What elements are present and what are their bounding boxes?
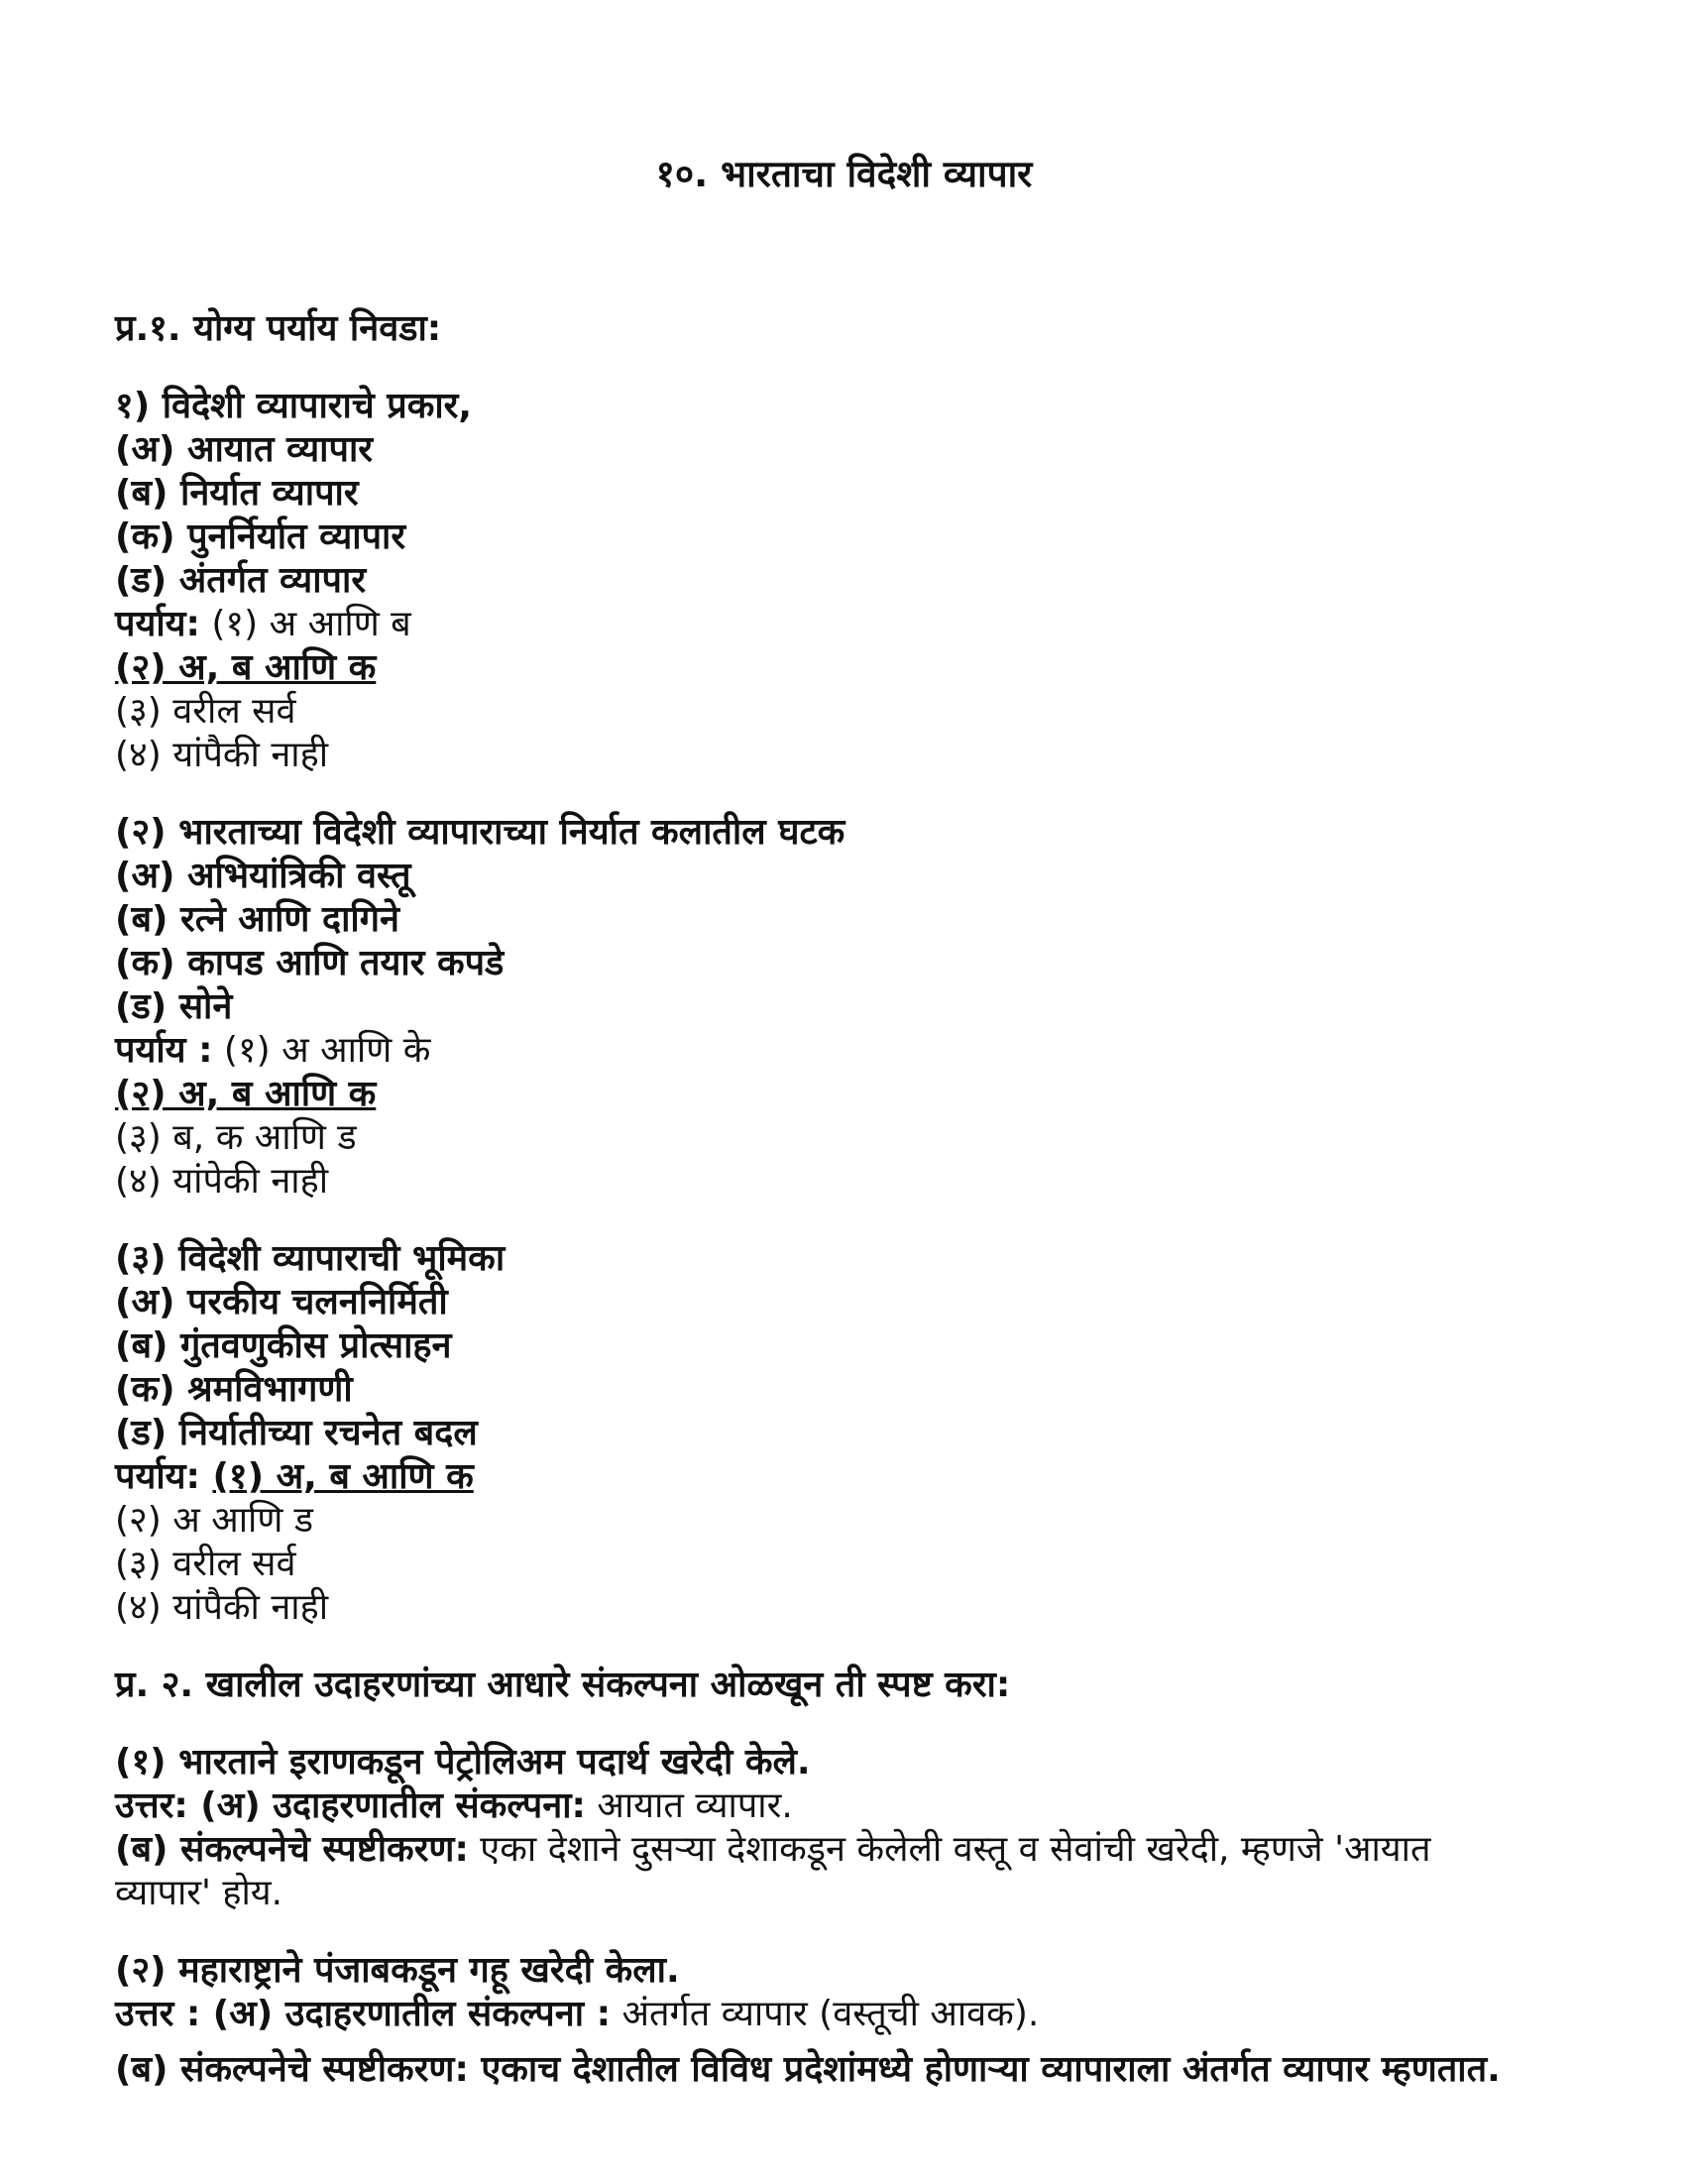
choice-line — [115, 1455, 1503, 1499]
correct-answer: (१) अ, ब आणि क — [212, 1456, 474, 1497]
answer-value: आयात व्यापार. — [585, 1785, 793, 1826]
answer-value: अंतर्गत व्यापार (वस्तूची आवक). — [611, 1994, 1040, 2034]
choice-line — [115, 1029, 1503, 1073]
answer-line — [115, 1784, 1503, 1828]
answer-line — [115, 1993, 1503, 2036]
choice-label: पर्याय: — [115, 1456, 213, 1497]
q1-item-2 — [115, 811, 1503, 1204]
q2-item-2 — [115, 1949, 1503, 2036]
question-stem: (२) महाराष्ट्राने पंजाबकडून गहू खरेदी केला. — [115, 1950, 680, 1991]
choice-1: (१) अ आणि के — [212, 1030, 431, 1071]
choice-label: पर्याय: — [115, 604, 200, 644]
option-c: (क) कापड आणि तयार कपडे — [115, 943, 505, 983]
q1-heading: प्र.१. योग्य पर्याय निवडा: — [115, 308, 442, 349]
option-c: (क) पुनर्निर्यात व्यापार — [115, 517, 406, 557]
option-b: (ब) रत्ने आणि दागिने — [115, 899, 399, 940]
question-stem: (३) विदेशी व्यापाराची भूमिका — [115, 1238, 506, 1279]
choice-label: पर्याय : — [115, 1030, 213, 1071]
option-d: (ड) निर्यातीच्या रचनेत बदल — [115, 1413, 478, 1453]
choice-4: (४) यांपेकी नाही — [115, 1161, 329, 1202]
question-stem: (१) भारताने इराणकडून पेट्रोलिअम पदार्थ खरेदी केले. — [115, 1742, 811, 1782]
option-d: (ड) सोने — [115, 986, 233, 1027]
choice-4: (४) यांपैकी नाही — [115, 735, 329, 775]
q1-item-1 — [115, 385, 1503, 777]
q1-item-3 — [115, 1237, 1503, 1630]
choice-3: (३) ब, क आणि ड — [115, 1117, 357, 1158]
cut-off-line — [115, 2049, 1503, 2094]
explanation-value: एका देशाने दुसऱ्या देशाकडून केलेली वस्तू व सेवांची खरेदी, म्हणजे 'आयात व्यापार' होय. — [115, 1829, 1431, 1913]
option-b: (ब) निर्यात व्यापार — [115, 473, 359, 514]
question-stem: १) विदेशी व्यापाराचे प्रकार, — [115, 386, 473, 426]
option-b: (ब) गुंतवणुकीस प्रोत्साहन — [115, 1325, 452, 1366]
choice-4: (४) यांपैकी नाही — [115, 1587, 329, 1628]
option-a: (अ) अभियांत्रिकी वस्तू — [115, 856, 411, 896]
answer-label: उत्तर: (अ) उदाहरणातील संकल्पना: — [115, 1785, 586, 1826]
q2-heading: प्र. २. खालील उदाहरणांच्या आधारे संकल्पना ओळखून ती स्पष्ट करा: — [115, 1665, 1011, 1705]
choice-1: (१) अ आणि ब — [199, 604, 411, 644]
option-c: (क) श्रमविभागणी — [115, 1369, 353, 1410]
cut-off-text: (ब) संकल्पनेचे स्पष्टीकरण: एकाच देशातील विविध प्रदेशांमध्ये होणाऱ्या व्यापाराला अंतर्गत व्यापार म्हणतात. — [115, 2049, 1501, 2090]
option-a: (अ) परकीय चलननिर्मिती — [115, 1282, 448, 1322]
correct-answer: (२) अ, ब आणि क — [115, 647, 377, 688]
content — [115, 307, 1503, 2036]
correct-answer: (२) अ, ब आणि क — [115, 1074, 377, 1114]
page-title: १०. भारताचा विदेशी व्यापार — [655, 153, 1033, 195]
question-stem: (२) भारताच्या विदेशी व्यापाराच्या निर्यात कलातील घटक — [115, 812, 845, 853]
explanation — [115, 1828, 1503, 1915]
choice-line — [115, 603, 1503, 646]
answer-label: उत्तर : (अ) उदाहरणातील संकल्पना : — [115, 1994, 611, 2034]
q2-item-1 — [115, 1741, 1503, 1915]
choice-2: (२) अ आणि ड — [115, 1500, 314, 1541]
option-d: (ड) अंतर्गत व्यापार — [115, 560, 367, 601]
option-a: (अ) आयात व्यापार — [115, 429, 374, 470]
choice-3: (३) वरील सर्व — [115, 1544, 296, 1584]
explanation-label: (ब) संकल्पनेचे स्पष्टीकरण: — [115, 1829, 469, 1870]
choice-3: (३) वरील सर्व — [115, 691, 296, 732]
